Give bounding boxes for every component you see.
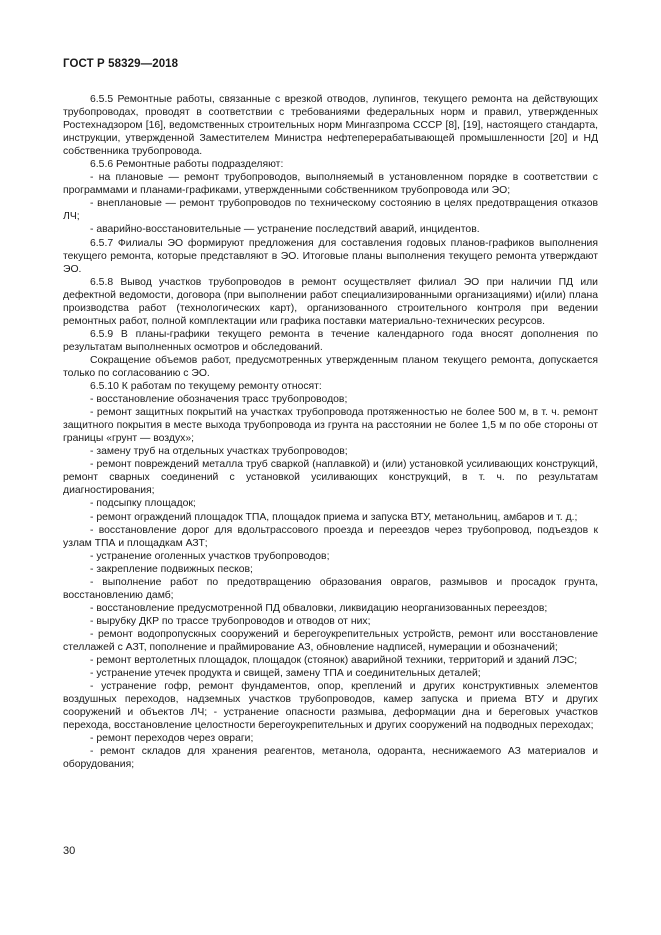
document-header: ГОСТ Р 58329—2018 [63,58,179,70]
paragraph: 6.5.7 Филиалы ЭО формируют предложения для составления годовых планов-графиков выполнения текущего ремонта, которые представляют в ЭО. Итоговые планы выполнения текущего ремонта утверждают ЭО. [63,237,598,275]
page-number: 30 [63,845,76,857]
list-item: - аварийно-восстановительные — устранение последствий аварий, инцидентов. [90,224,480,236]
list-item: - устранение утечек продукта и свищей, замену ТПА и соединительных деталей; [90,668,481,680]
list-item: - восстановление предусмотренной ПД обваловки, ликвидацию неорганизованных переездов; [90,602,548,614]
paragraph: 6.5.6 Ремонтные работы подразделяют: [90,159,284,171]
list-item: - на плановые — ремонт трубопроводов, выполняемый в установленном порядке в соответствии с программами и планами-графиками, утвержденными собственником трубопровода или ЭО; [63,172,598,197]
list-item: - выполнение работ по предотвращению образования оврагов, размывов и просадок грунта, восстановлению дамб; [63,576,598,601]
paragraph: 6.5.8 Вывод участков трубопроводов в ремонт осуществляет филиал ЭО при наличии ПД или дефектной ведомости, договора (при выполнении работ специализированными организациями) и(или) плана производства работ (технологических карт), организованного строительного контроля при ведении ремонтных работ, полной комплектации или графика поставки материально-технических ресурсов. [63,276,598,327]
paragraph: 6.5.9 В планы-графики текущего ремонта в течение календарного года вносят дополнения по результатам выполненных осмотров и обследований. [63,328,598,353]
list-item: - устранение гофр, ремонт фундаментов, опор, креплений и других конструктивных элементов воздушных переходов, надземных участков трубопроводов, камер запуска и приема ВТУ и других сооружений и объектов ЛЧ; - устранение опасности размыва, деформации дна и береговых участков перехода, восстановление целостности берегоукрепительных и других сооружений на подводных переходах; [63,681,598,732]
list-item: - закрепление подвижных песков; [90,563,253,575]
list-item: - вырубку ДКР по трассе трубопроводов и отводов от них; [90,615,371,627]
list-item: - устранение оголенных участков трубопроводов; [90,550,330,562]
paragraph: Сокращение объемов работ, предусмотренных утвержденным планом текущего ремонта, допускается только по согласованию с ЭО. [63,354,598,379]
document-body [63,93,598,771]
list-item: - замену труб на отдельных участках трубопроводов; [90,446,348,458]
list-item: - ремонт складов для хранения реагентов, метанола, одоранта, неснижаемого АЗ материалов и оборудования; [63,746,598,771]
list-item: - внеплановые — ремонт трубопроводов по техническому состоянию в целях предотвращения отказов ЛЧ; [63,198,598,223]
list-item: - ремонт ограждений площадок ТПА, площадок приема и запуска ВТУ, метанольниц, амбаров и т. д.; [90,511,578,523]
paragraph: 6.5.10 К работам по текущему ремонту относят: [90,381,322,393]
list-item: - восстановление обозначения трасс трубопроводов; [90,394,348,406]
list-item: - восстановление дорог для вдольтрассового проезда и переездов через трубопровод, подъездов к узлам ТПА и площадкам АЗТ; [63,524,598,549]
list-item: - ремонт водопропускных сооружений и берегоукрепительных устройств, ремонт или восстановление стеллажей с АЗТ, пополнение и праймирование АЗ, обновление надписей, нумерации и обозначений; [63,628,598,653]
list-item: - ремонт вертолетных площадок, площадок (стоянок) аварийной техники, территорий и зданий ЛЭС; [90,655,578,667]
list-item: - подсыпку площадок; [90,498,196,510]
list-item: - ремонт повреждений металла труб сваркой (наплавкой) и (или) установкой усиливающих конструкций, ремонт сварных соединений с установкой усиливающих конструкций, в т. ч. по результатам диагностирования; [63,459,598,497]
list-item: - ремонт переходов через овраги; [90,733,254,745]
paragraph: 6.5.5 Ремонтные работы, связанные с врезкой отводов, лупингов, текущего ремонта на действующих трубопроводах, проводят в соответствии с требованиями федеральных норм и правил, утвержденных Ростехнадзором [16], ведомственных строительных норм Мингазпрома СССР [8], [19], настоящего стандарта, инструкции, утвержденной Заместителем Министра нефтеперерабатывающей промышленности [20] и НД собственника трубопровода. [63,94,598,158]
list-item: - ремонт защитных покрытий на участках трубопровода протяженностью не более 500 м, в т. ч. ремонт защитного покрытия в месте выхода трубопровода из грунта на расстоянии не более 1,5 м по обе стороны от границы «грунт — воздух»; [63,407,598,445]
